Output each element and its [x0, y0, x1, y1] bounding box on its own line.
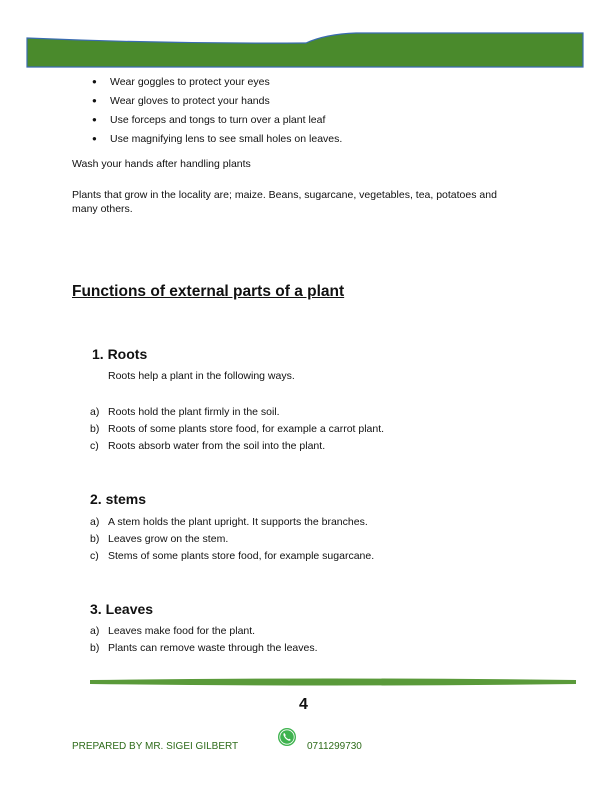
list-item: ● Wear gloves to protect your hands [92, 94, 552, 113]
list-text: A stem holds the plant upright. It supports the branches. [108, 516, 368, 528]
safety-bullet-list [92, 75, 552, 151]
list-item [90, 641, 560, 658]
list-marker: a) [90, 516, 100, 528]
list-marker: b) [90, 423, 100, 435]
list-item: ● Wear goggles to protect your eyes [92, 75, 552, 94]
leaves-heading: 3. Leaves [90, 601, 154, 617]
list-marker: b) [90, 533, 100, 545]
list-text: Plants can remove waste through the leaves. [108, 642, 318, 654]
roots-heading: 1. Roots [92, 346, 148, 362]
list-text: Leaves make food for the plant. [108, 625, 256, 637]
list-item: ● Use magnifying lens to see small holes on leaves. [92, 132, 552, 151]
list-marker: a) [90, 406, 100, 418]
section-title: Functions of external parts of a plant [72, 283, 345, 300]
list-item [90, 439, 560, 456]
leaves-list [90, 624, 560, 658]
list-text: Roots absorb water from the soil into the plant. [108, 440, 326, 452]
footer-divider [90, 677, 576, 687]
whatsapp-phone-icon [277, 727, 297, 747]
list-marker: b) [90, 642, 100, 654]
list-item: ● Use forceps and tongs to turn over a plant leaf [92, 113, 552, 132]
list-item [90, 515, 560, 532]
list-marker: a) [90, 625, 100, 637]
list-item [90, 405, 560, 422]
roots-intro: Roots help a plant in the following ways. [108, 370, 295, 382]
phone-number: 0711299730 [307, 741, 362, 752]
wash-note: Wash your hands after handling plants [72, 158, 251, 170]
list-item [90, 624, 560, 641]
stems-heading: 2. stems [90, 491, 147, 507]
prepared-by: PREPARED BY MR. SIGEI GILBERT [72, 741, 239, 752]
list-item [90, 422, 560, 439]
list-text: Roots hold the plant firmly in the soil. [108, 406, 280, 418]
list-item [90, 549, 560, 566]
locality-paragraph: Plants that grow in the locality are; maize. Beans, sugarcane, vegetables, tea, potatoes and many others. [72, 189, 497, 215]
list-marker: c) [90, 550, 99, 562]
roots-list [90, 405, 560, 456]
page-number: 4 [299, 696, 308, 713]
header-banner [26, 30, 584, 70]
list-text: Stems of some plants store food, for example sugarcane. [108, 550, 375, 562]
list-text: Leaves grow on the stem. [108, 533, 229, 545]
stems-list [90, 515, 560, 566]
list-marker: c) [90, 440, 99, 452]
list-item [90, 532, 560, 549]
list-text: Roots of some plants store food, for example a carrot plant. [108, 423, 385, 435]
